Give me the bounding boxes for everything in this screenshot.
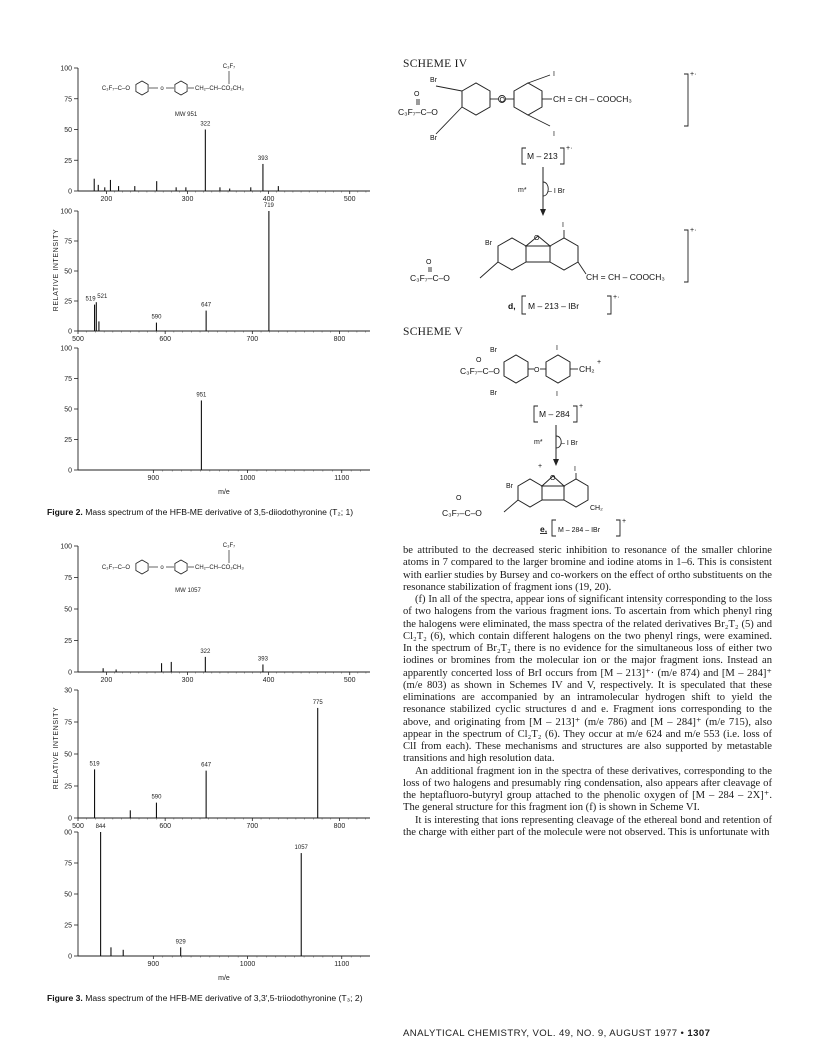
x-tick-label: 900	[147, 475, 160, 482]
x-tick-label: 400	[262, 196, 275, 203]
carbonyl-o-label: O	[456, 495, 462, 502]
y-tick-label: 25	[64, 298, 72, 306]
y-tick-label: 75	[64, 719, 72, 727]
structure-ester-label: C₃F₇–C–O	[101, 86, 130, 92]
peak-label: 1057	[294, 845, 308, 852]
paragraph-2: (f) In all of the spectra, appear ions of significant intensity corresponding to the loss of two halogens from the various fragment ions. To ascertain from which phenyl ring the halogens were eliminated, the mass spectra of the related derivatives Br₂T₂ (5) and Cl₂T₂ (6), which contain different halogens on the two phenyl rings, were examined. In the spectrum of Br₂T₂ there is no evidence for the simultaneous loss of either two iodines or bromines from the molecular ion or the major fragment ions. Instead an apparently concerted loss of BrI occurs from [M – 213]⁺· (m/e 874) and [M – 284]⁺ (m/e 803) as shown in Schemes IV and V, respectively. It is speculated that these eliminations are accompanied by an intramolecular hydrogen shift to yield the resonance stabilized cyclic structures d and e. Fragment ions corresponding to the above, and originating from [M – 213]⁺ (m/e 786) and [M – 284]⁺ (m/e 715), also appear in the spectrum of Cl₂T₂ (6). They occur at m/e 624 and m/e 553 (i.e. loss of ClI from each). These mechanisms and structures are also supported by metastable transitions and high resolution data.	[403, 594, 772, 765]
peak-label: 844	[95, 824, 106, 830]
acrylate-chain-label: CH = CH – COOCH₃	[553, 94, 632, 104]
iodine-label: I	[556, 391, 558, 398]
y-tick-label: 75	[64, 376, 72, 383]
ion-m-284-ibr-charge: +	[622, 518, 627, 525]
peak-label: 929	[175, 939, 186, 946]
y-tick-label: 75	[64, 238, 72, 246]
peak-label: 775	[312, 699, 323, 706]
x-tick-label: 500	[72, 336, 84, 343]
ion-m-213-ibr-charge: +·	[613, 294, 620, 301]
x-tick-label: 200	[100, 196, 113, 203]
ion-m-213-ibr-label: M – 213 – IBr	[528, 301, 580, 311]
y-tick-label: 100	[60, 543, 72, 551]
ion-m-213-charge: +·	[566, 145, 573, 152]
structure-side-chain-label: CH₂–CH–CO₂CH₃	[195, 86, 244, 92]
scheme-v-product-e	[442, 463, 626, 536]
c3f7-ester-label: C₃F₇–C–O	[442, 508, 482, 518]
carbonyl-o-label: O	[476, 357, 482, 364]
iodine-label: I	[553, 131, 555, 138]
y-tick-label: 25	[64, 638, 72, 645]
cation-charge: +	[597, 359, 602, 366]
svg-text:m*: m*	[518, 187, 527, 194]
acrylate-chain-label: CH = CH – COOCH₃	[586, 272, 665, 282]
ion-m-284-label: M – 284	[539, 409, 570, 419]
iodine-label: I	[553, 71, 555, 78]
ch2-label: CH₂	[579, 364, 595, 374]
structure-ester-label: C₃F₇–C–O	[101, 565, 130, 571]
y-tick-label: 50	[64, 606, 72, 614]
molecular-weight-label: MW 951	[174, 112, 198, 118]
x-tick-label: 700	[246, 336, 259, 343]
y-tick-label: 50	[64, 751, 72, 759]
scheme-v-diagram	[430, 340, 819, 540]
svg-text:m*: m*	[534, 439, 543, 446]
figure-3-caption	[47, 993, 377, 1004]
x-tick-label: 600	[159, 336, 172, 343]
y-tick-label: 0	[68, 815, 72, 823]
ion-m-284-ibr-label: M – 284 – IBr	[558, 527, 601, 534]
paragraph-1: be attributed to the decreased steric inhibition to resonance of the smaller chlorine atoms in 7 compared to the larger bromine and iodine atoms in 1–6. This is consistent with earlier studies by Bursey and co-workers on the effect of ortho substituents on the resonance stabilization of fragment ions (19, 20).	[403, 545, 772, 593]
br-label: Br	[506, 483, 513, 490]
x-tick-label: 1000	[239, 475, 256, 482]
iodine-label: I	[556, 345, 558, 352]
peak-label: 647	[201, 302, 212, 309]
x-tick-label: 800	[333, 336, 346, 343]
molecular-weight-label: MW 1057	[175, 588, 201, 594]
product-d-label: d,	[508, 301, 516, 311]
ibr-loss-label: – I Br	[548, 188, 565, 195]
y-tick-label: 50	[64, 406, 72, 414]
structure-side-chain-label: CH₂–CH–CO₂CH₃	[195, 565, 244, 571]
figure-2-caption	[47, 507, 377, 518]
y-tick-label: 00	[64, 829, 72, 837]
y-tick-label: 25	[64, 783, 72, 791]
scheme-v-title: SCHEME V	[403, 326, 464, 338]
x-tick-label: 300	[181, 677, 194, 684]
radical-cation-charge: +·	[690, 71, 697, 78]
figure-3-caption-label: Figure 3.	[47, 993, 83, 1003]
peak-label: 322	[200, 121, 211, 128]
br-label: Br	[430, 135, 437, 142]
y-tick-label: 50	[64, 268, 72, 276]
y-tick-label: 100	[60, 208, 72, 216]
furan-o-label: O	[550, 475, 556, 482]
structure-hfb-label: C₃F₇	[222, 64, 236, 70]
y-tick-label: 100	[60, 65, 72, 73]
carbonyl-o-label: O	[426, 259, 432, 266]
scheme-iv-diagram	[400, 64, 819, 329]
scheme-iv-ion-m-213	[522, 145, 572, 164]
x-tick-label: 1100	[334, 475, 350, 482]
ch2-label: CH₂	[590, 505, 603, 512]
y-tick-label: 0	[68, 953, 72, 961]
peak-label: 590	[151, 794, 162, 801]
peak-label: 519	[85, 296, 96, 303]
peak-label: 590	[151, 314, 162, 321]
peak-label: 519	[89, 761, 100, 768]
benzene-ring	[136, 560, 148, 574]
x-tick-label: 300	[181, 196, 194, 203]
c3f7-ester-label: C₃F₇–C–O	[398, 107, 438, 117]
figure-2-caption-text: Mass spectrum of the HFB-ME derivative of 3,5-diiodothyronine (T₂; 1)	[85, 507, 354, 517]
x-tick-label: 700	[246, 823, 259, 830]
y-tick-label: 75	[64, 860, 72, 868]
scheme-iv-product-d	[410, 222, 696, 314]
peak-label: 647	[201, 762, 212, 769]
br-label: Br	[490, 347, 497, 354]
ether-oxygen-label: o	[160, 86, 164, 92]
iodine-label: I	[562, 222, 564, 229]
peak-label: 521	[97, 294, 108, 301]
ether-oxygen-label: o	[160, 565, 164, 571]
carbonyl-o-label: O	[414, 91, 420, 98]
x-tick-label: 600	[159, 823, 172, 830]
y-tick-label: 0	[68, 467, 72, 475]
structure-hfb-label: C₃F₇	[222, 543, 236, 549]
scheme-v-reactant	[460, 345, 601, 398]
y-tick-label: 0	[68, 669, 72, 677]
x-tick-label: 800	[333, 823, 346, 830]
peak-label: 393	[257, 155, 268, 162]
c3f7-ester-label: C₃F₇–C–O	[410, 273, 450, 283]
x-tick-label: 1100	[334, 961, 350, 968]
figure-2-caption-label: Figure 2.	[47, 507, 83, 517]
benzene-ring	[136, 81, 148, 95]
ether-o-label: O	[499, 97, 505, 104]
scheme-iv-arrow	[518, 167, 565, 216]
c3f7-ester-label: C₃F₇–C–O	[460, 366, 500, 376]
y-tick-label: 75	[64, 96, 72, 104]
ion-m-213-label: M – 213	[527, 151, 558, 161]
peak-label: 719	[263, 203, 274, 209]
peak-label: 951	[196, 392, 207, 399]
br-label: Br	[485, 240, 492, 247]
y-tick-label: 75	[64, 575, 72, 582]
svg-text:+: +	[538, 463, 543, 470]
journal-citation: ANALYTICAL CHEMISTRY, VOL. 49, NO. 9, AUGUST 1977	[403, 1028, 678, 1039]
y-axis-label: RELATIVE INTENSITY	[53, 228, 60, 312]
scheme-iv-title: SCHEME IV	[403, 58, 468, 70]
scheme-v-arrow	[534, 425, 578, 466]
x-axis-label: m/e	[218, 975, 230, 982]
y-tick-label: 30	[64, 687, 72, 695]
y-tick-label: 50	[64, 127, 72, 134]
peak-label: 322	[200, 648, 211, 655]
scheme-iv-reactant	[398, 71, 696, 142]
ether-o-label: O	[534, 367, 540, 374]
y-tick-label: 25	[64, 922, 72, 930]
y-tick-label: 0	[68, 328, 72, 336]
x-tick-label: 400	[262, 677, 275, 684]
furan-o-label: O	[534, 235, 540, 242]
x-tick-label: 500	[72, 823, 84, 830]
x-tick-label: 200	[100, 677, 113, 684]
product-e-label: e,	[540, 524, 548, 534]
ibr-loss-label: – I Br	[561, 440, 578, 447]
x-tick-label: 500	[343, 677, 356, 684]
ion-m-284-charge: +	[579, 403, 584, 410]
x-tick-label: 1000	[239, 961, 256, 968]
footer-bullet: •	[680, 1028, 685, 1039]
iodine-label: I	[574, 466, 576, 473]
benzene-ring	[175, 560, 187, 574]
page-number: 1307	[687, 1028, 711, 1039]
y-tick-label: 100	[60, 345, 72, 353]
benzene-ring	[175, 81, 187, 95]
paragraph-3: An additional fragment ion in the spectra of these derivatives, corresponding to the loss of two halogens and presumably ring condensation, also appears after cleavage of the heptafluoro-butyryl group attached to the phenolic oxygen of [M – 284 – 2X]⁺. The general structure for this fragment ion (f) is shown in Scheme VI.	[403, 765, 772, 814]
paragraph-4: It is interesting that ions representing cleavage of the ethereal bond and retention of the charge with either part of the molecule were not observed. This is unfortunate with	[403, 814, 772, 838]
y-tick-label: 0	[68, 188, 72, 196]
scheme-v-ion-m-284	[534, 403, 583, 422]
br-label: Br	[490, 390, 497, 397]
body-text	[403, 545, 772, 839]
peak-label: 393	[257, 656, 268, 663]
x-tick-label: 900	[147, 961, 160, 968]
page-footer	[403, 1028, 710, 1039]
radical-cation-charge: +·	[690, 227, 697, 234]
br-label: Br	[430, 77, 437, 84]
x-tick-label: 500	[343, 196, 356, 203]
y-tick-label: 50	[64, 891, 72, 899]
x-axis-label: m/e	[218, 489, 230, 496]
y-tick-label: 25	[64, 157, 72, 165]
y-tick-label: 25	[64, 437, 72, 444]
y-axis-label: RELATIVE INTENSITY	[53, 706, 60, 790]
figure-3-caption-text: Mass spectrum of the HFB-ME derivative of 3,3′,5-triiodothyronine (T₃; 2)	[85, 993, 363, 1003]
